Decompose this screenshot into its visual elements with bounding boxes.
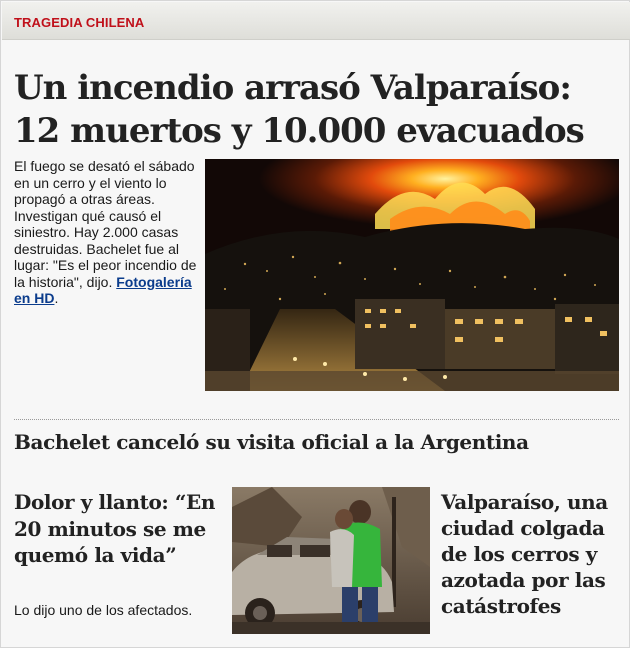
lead-text: El fuego se desató el sábado en un cerro y el viento lo propagó a otras áreas. Investigan qué causó el siniestro. Hay 2.000 casas destruidas. Bachelet fue al lugar: "Es el peor incendio de la historia", dijo.: [14, 158, 197, 290]
burned-car-photo[interactable]: [232, 487, 430, 634]
section-header-bar: [2, 2, 630, 40]
burned-car-embrace-photo: [232, 487, 430, 634]
section-divider: [14, 419, 619, 420]
lead-link-suffix: .: [54, 290, 59, 306]
story-right-title[interactable]: Valparaíso, una ciudad colgada de los cerros y azotada por las catástrofes: [441, 490, 608, 618]
secondary-headline[interactable]: Bachelet canceló su visita oficial a la Argentina: [14, 430, 529, 454]
fire-photo[interactable]: [205, 159, 619, 391]
story-left-text: Lo dijo uno de los afectados.: [14, 602, 193, 618]
night-fire-over-city-photo: [205, 159, 619, 391]
main-lead-paragraph: [14, 158, 202, 307]
photo-gallery-link[interactable]: Fotogalería en HD: [14, 273, 192, 306]
story-left-title[interactable]: Dolor y llanto: “En 20 minutos se me quemó la vida”: [14, 490, 216, 567]
section-label[interactable]: TRAGEDIA CHILENA: [14, 15, 145, 30]
main-headline[interactable]: Un incendio arrasó Valparaíso: 12 muertos y 10.000 evacuados: [14, 68, 584, 151]
